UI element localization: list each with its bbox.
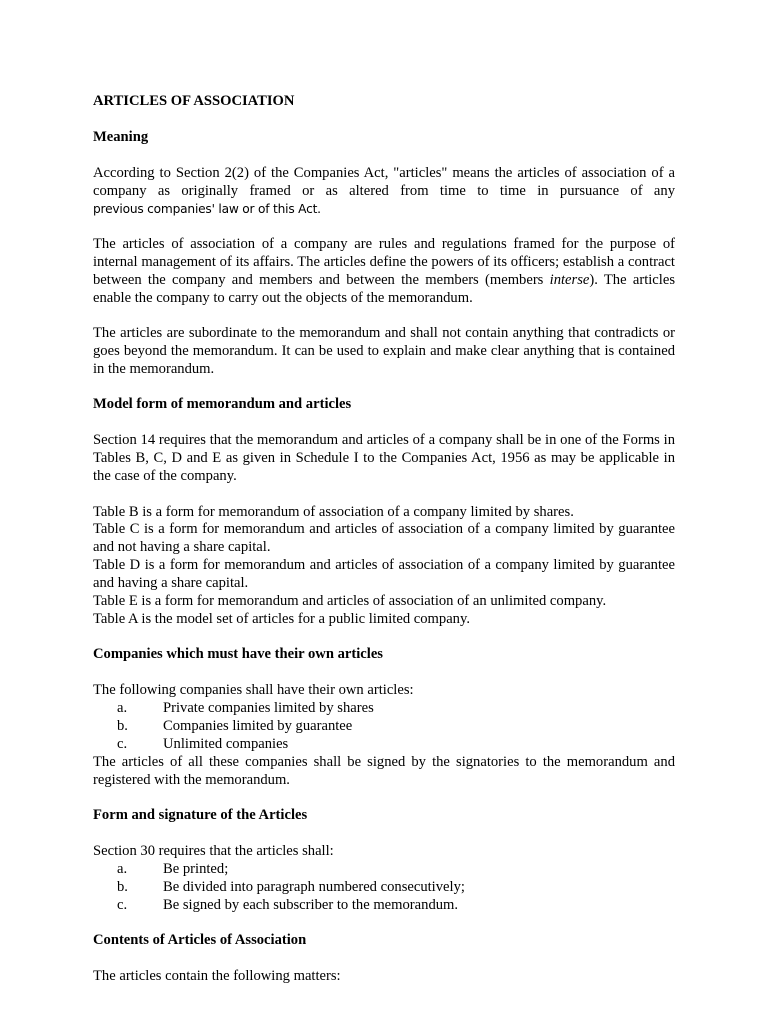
meaning-paragraph-1-tail: previous companies' law or of this Act. [93, 201, 321, 216]
list-item [93, 718, 675, 736]
table-line: Table B is a form for memorandum of association of a company limited by shares. [93, 503, 574, 520]
meaning-paragraph-2-text-a: The articles of association of a company are rules and regulations framed for the purpose of internal management of its affairs. The articles define the powers of its officers; establish a contract between the company and members and between the members (members [93, 236, 675, 288]
form-signature-block [93, 843, 675, 915]
list-marker: a. [117, 861, 128, 877]
document-title: ARTICLES OF ASSOCIATION [93, 93, 295, 109]
meaning-paragraph-3: The articles are subordinate to the memorandum and shall not contain anything that contradicts or goes beyond the memorandum. It can be used to explain and make clear anything that is contained in the memorandum. [93, 325, 675, 377]
section-heading-form-signature: Form and signature of the Articles [93, 807, 308, 824]
list-text: Private companies limited by shares [163, 700, 374, 717]
list-item [93, 700, 675, 718]
table-line: Table A is the model set of articles for a public limited company. [93, 610, 470, 627]
list-item [93, 897, 675, 915]
list-text: Be signed by each subscriber to the memorandum. [163, 896, 459, 913]
list-marker: b. [117, 718, 128, 735]
meaning-paragraph-2-italic: interse [549, 271, 590, 288]
contents-intro: The articles contain the following matters: [93, 968, 341, 985]
table-line: Table E is a form for memorandum and articles of association of an unlimited company. [93, 593, 607, 610]
list-text: Be divided into paragraph numbered consecutively; [163, 878, 465, 895]
list-item [93, 861, 675, 879]
list-marker: a. [117, 700, 128, 717]
own-articles-list [93, 700, 675, 754]
list-marker: c. [117, 735, 128, 752]
tables-block [93, 504, 675, 629]
own-articles-block [93, 682, 675, 789]
table-line: Table D is a form for memorandum and articles of association of a company limited by guarantee and having a share capital. [93, 557, 675, 592]
meaning-paragraph-1-main: According to Section 2(2) of the Companies Act, "articles" means the articles of association of a company as originally framed or as altered from time to time in pursuance of any [93, 164, 675, 199]
list-item [93, 879, 675, 897]
list-marker: b. [117, 878, 128, 895]
section-heading-model-form: Model form of memorandum and articles [93, 396, 352, 413]
own-articles-intro: The following companies shall have their own articles: [93, 682, 414, 699]
list-item [93, 736, 675, 754]
table-line: Table C is a form for memorandum and articles of association of a company limited by guarantee and not having a share capital. [93, 521, 675, 556]
list-text: Companies limited by guarantee [163, 718, 353, 735]
form-signature-intro: Section 30 requires that the articles shall: [93, 843, 334, 860]
section-heading-contents: Contents of Articles of Association [93, 932, 307, 949]
meaning-paragraph-1 [93, 165, 675, 219]
section-heading-own-articles: Companies which must have their own articles [93, 646, 383, 663]
meaning-paragraph-2-text-b: ). The articles enable the company to carry out the objects of the memorandum. [93, 271, 675, 306]
list-text: Unlimited companies [163, 735, 289, 752]
document-page [93, 93, 675, 986]
form-signature-list [93, 861, 675, 915]
list-marker: c. [117, 896, 128, 913]
list-text: Be printed; [163, 861, 229, 877]
model-form-paragraph: Section 14 requires that the memorandum and articles of a company shall be in one of the Forms in Tables B, C, D and E as given in Schedule I to the Companies Act, 1956 as may be applicable in the case of the company. [93, 432, 675, 485]
meaning-paragraph-2 [93, 236, 675, 308]
own-articles-outro: The articles of all these companies shall be signed by the signatories to the memorandum and registered with the memorandum. [93, 753, 675, 788]
section-heading-meaning: Meaning [93, 128, 149, 145]
